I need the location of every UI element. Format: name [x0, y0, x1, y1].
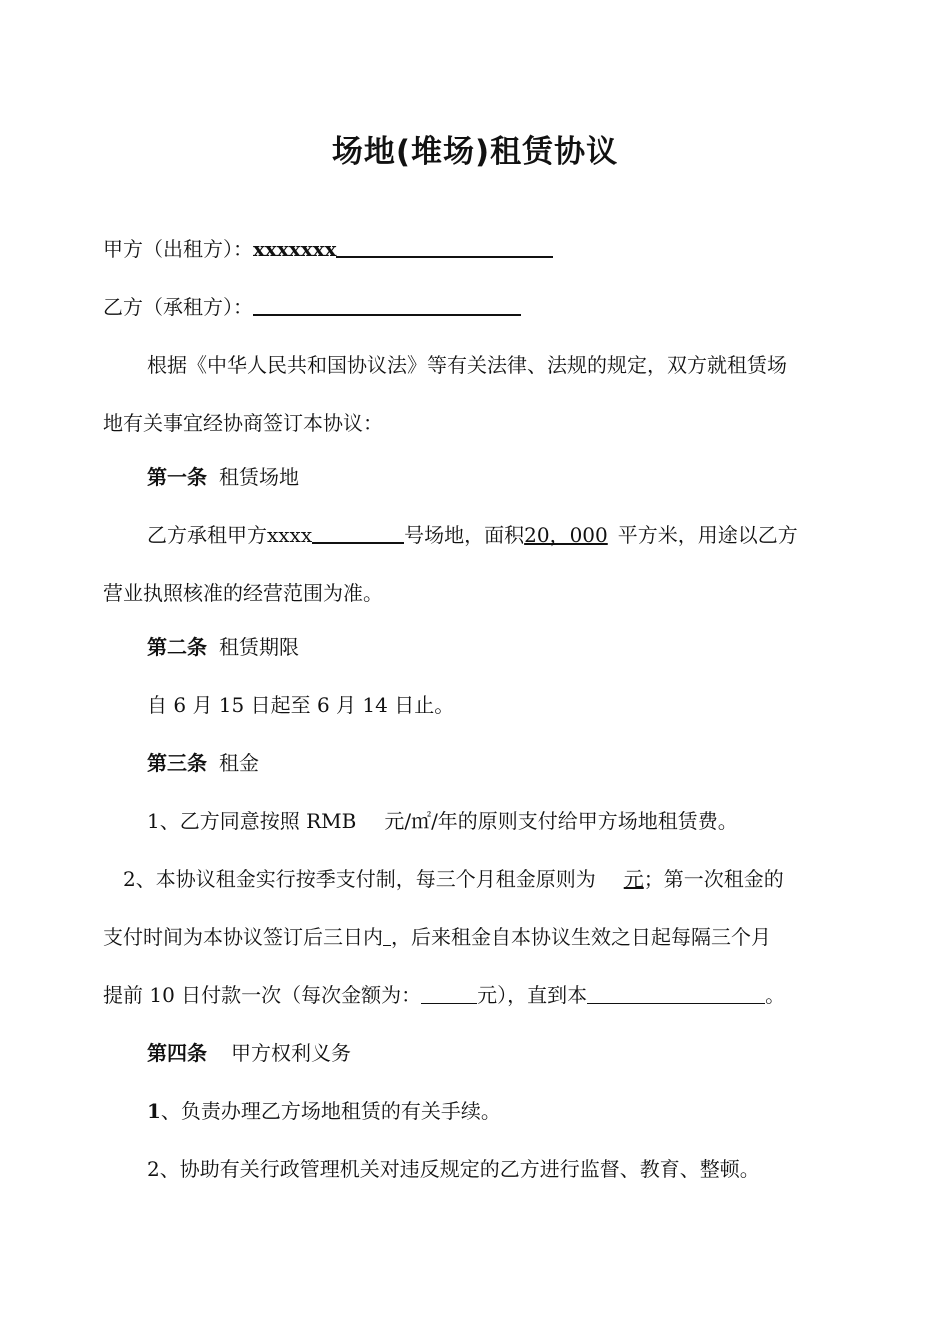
article-2-number: 第二条 — [147, 635, 207, 659]
party-a-label: 甲方（出租方）： — [103, 237, 253, 261]
party-b-line — [103, 292, 521, 322]
article-3-item-2-yuan: 元 — [623, 867, 644, 891]
article-3-item-2-blank-2 — [421, 983, 477, 1004]
article-3-item-2-line-3 — [103, 980, 785, 1010]
article-3-item-2-g: 元），直到本 — [477, 983, 588, 1007]
article-3-item-1-b: 元/㎡/年的原则支付给甲方场地租赁费。 — [384, 809, 738, 833]
article-3-heading — [147, 748, 259, 778]
article-4-number: 第四条 — [147, 1041, 207, 1065]
article-2-name: 租赁期限 — [219, 635, 299, 659]
document-title: 场地(堆场)租赁协议 — [331, 134, 619, 170]
article-1-heading — [147, 462, 299, 492]
article-3-item-2-line-1 — [123, 864, 784, 894]
article-1-area: 20，000 — [524, 523, 608, 547]
article-1-text-a: 乙方承租甲方 — [147, 523, 267, 547]
party-a-blank — [336, 236, 553, 258]
article-1-text-c: 号场地，面积 — [404, 523, 525, 547]
article-4-heading — [147, 1038, 351, 1068]
intro-line-1: 根据《中华人民共和国协议法》等有关法律、法规的规定，双方就租赁场 — [147, 353, 787, 377]
article-3-item-2-h: 。 — [765, 983, 786, 1007]
article-3-item-2-a: 2、本协议租金实行按季支付制，每三个月租金原则为 — [123, 867, 596, 891]
article-1-number: 第一条 — [147, 465, 207, 489]
article-4-item-2: 2、协助有关行政管理机关对违反规定的乙方进行监督、教育、整顿。 — [147, 1157, 760, 1181]
article-3-item-1-a: 1、乙方同意按照 RMB — [147, 809, 357, 833]
article-3-item-2-line-2 — [103, 922, 771, 952]
article-4-name: 甲方权利义务 — [231, 1041, 351, 1065]
article-4-item-1-number: 1 — [147, 1099, 161, 1123]
article-1-site-no: xxxx — [267, 523, 313, 547]
party-a-value: xxxxxxx — [253, 237, 337, 261]
article-2-heading — [147, 632, 299, 662]
party-a-line — [103, 234, 553, 264]
article-1-text-d: 平方米，用途以乙方 — [617, 523, 798, 547]
intro-line-2: 地有关事宜经协商签订本协议： — [103, 411, 383, 435]
article-3-item-2-d: 支付时间为本协议签订后三日内 — [103, 925, 383, 949]
article-3-item-1 — [147, 806, 738, 836]
article-3-item-2-blank-3 — [587, 983, 765, 1004]
article-3-name: 租金 — [219, 751, 259, 775]
article-1-name: 租赁场地 — [219, 465, 299, 489]
article-1-para-2: 营业执照核准的经营范围为准。 — [103, 581, 383, 605]
article-3-number: 第三条 — [147, 751, 207, 775]
article-1-site-blank — [312, 522, 404, 544]
article-4-item-1 — [147, 1096, 501, 1126]
article-3-item-2-f: 提前 10 日付款一次（每次金额为： — [103, 983, 422, 1007]
article-3-item-2-e: ，后来租金自本协议生效之日起每隔三个月 — [391, 925, 771, 949]
party-b-label: 乙方（承租方）： — [103, 295, 253, 319]
article-2-para-1: 自 6 月 15 日起至 6 月 14 日止。 — [147, 693, 455, 717]
article-4-item-1-text: 、负责办理乙方场地租赁的有关手续。 — [160, 1099, 501, 1123]
party-b-blank — [253, 294, 521, 316]
article-3-item-2-blank-1 — [383, 925, 391, 946]
article-1-para-1 — [147, 520, 798, 550]
article-3-item-2-c: ；第一次租金的 — [643, 867, 784, 891]
